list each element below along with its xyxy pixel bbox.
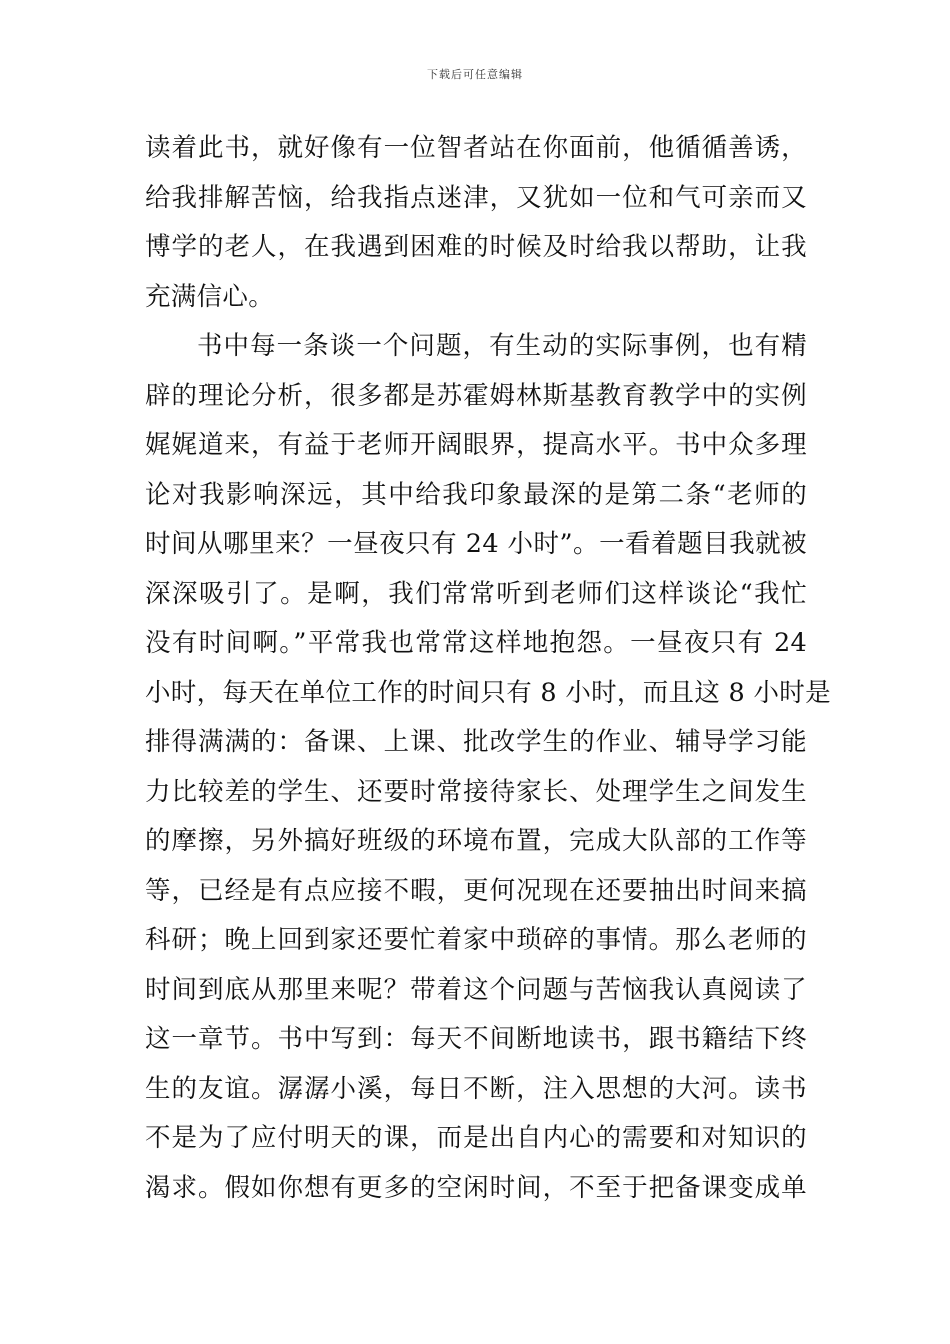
- text-line: 排得满满的：备课、上课、批改学生的作业、辅导学习能: [145, 727, 807, 757]
- text-line: 时间到底从那里来呢？带着这个问题与苦恼我认真阅读了: [145, 974, 807, 1005]
- text-line: 渴求。假如你想有更多的空闲时间，不至于把备课变成单: [145, 1172, 807, 1203]
- text-line: 读着此书，就好像有一位智者站在你面前，他循循善诱，: [145, 133, 807, 163]
- text-line: 博学的老人，在我遇到困难的时候及时给我以帮助，让我: [145, 232, 807, 262]
- text-line: 论对我影响深远，其中给我印象最深的是第二条“老师的: [145, 479, 807, 510]
- text-line: 深深吸引了。是啊，我们常常听到老师们这样谈论“我忙: [145, 578, 807, 609]
- text-line: 娓娓道来，有益于老师开阔眼界，提高水平。书中众多理: [145, 430, 807, 460]
- text-line: 充满信心。: [145, 281, 275, 312]
- text-line: 时间从哪里来？一昼夜只有 24 小时”。一看着题目我就被: [145, 529, 807, 559]
- text-line: 等，已经是有点应接不暇，更何况现在还要抽出时间来搞: [145, 875, 807, 906]
- text-line: 不是为了应付明天的课，而是出自内心的需要和对知识的: [145, 1123, 807, 1153]
- text-line: 力比较差的学生、还要时常接待家长、处理学生之间发生: [145, 776, 807, 807]
- body-text: [145, 124, 831, 1213]
- text-line: 科研；晚上回到家还要忙着家中琐碎的事情。那么老师的: [145, 925, 807, 955]
- text-line: 小时，每天在单位工作的时间只有 8 小时，而且这 8 小时是: [145, 677, 831, 708]
- text-line: 辟的理论分析，很多都是苏霍姆林斯基教育教学中的实例: [145, 380, 807, 411]
- paragraph-first-line: 书中每一条谈一个问题，有生动的实际事例，也有精: [197, 331, 807, 361]
- text-line: 给我排解苦恼，给我指点迷津，又犹如一位和气可亲而又: [145, 182, 807, 213]
- text-line: 没有时间啊。”平常我也常常这样地抱怨。一昼夜只有 24: [145, 628, 807, 658]
- header-note: 下载后可任意编辑: [427, 68, 523, 81]
- text-line: 这一章节。书中写到：每天不间断地读书，跟书籍结下终: [145, 1024, 807, 1054]
- text-line: 的摩擦，另外搞好班级的环境布置，完成大队部的工作等: [145, 826, 807, 856]
- text-line: 生的友谊。潺潺小溪，每日不断，注入思想的大河。读书: [145, 1073, 807, 1104]
